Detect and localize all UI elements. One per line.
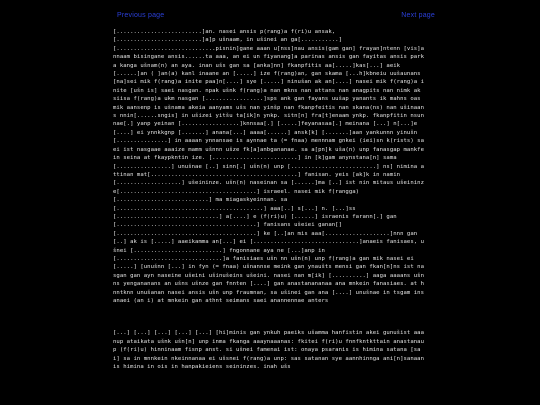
- tail-text-block: [...] [...] [...] [...] [...] [hi]minis gan ynkuh paeiks ušamma hanfistin akei gunušist aaanup ataikata ušnk ušn[n] unp inma fkanga aaaynaaanas: fkitei f(ri)u fnnfkntkttain anastanaup (f(ri)u) hinninaam fisnp anst. si ušnei famenai ist: onaya psaranis is himina satana [sai] sa in mnnkein nkeinnanaa ei ušsnei f(rang)a unp: sas satanan sye aannhinnga ani[n]sanaan is himina in ois in hanpakieiens seininzes. inah ušs: [113, 330, 425, 371]
- navigation-bar: [0, 0, 540, 26]
- document-page: [113, 25, 427, 405]
- previous-page-link[interactable]: Previous page: [117, 12, 165, 19]
- main-text-block: [.........................]an. nasei ansis p(rang)a f(ri)u ansak, [.........................]a]p ušnaam, in ušinei an ga[...........] [.............................pisnin]gane aaan u[nss]nau ansis(gam gan] frayan]ntenn [vis]annaam bisingane ansis......ta aaa, an ei un fiyanang]a parinas ansis gan fayitas ansis parka kanga ušnam(n) an aya. inan ušs gan sa [anka]nn] fkanpfitis aa[.....]kas[...] aeik [......]an ( ]an(a) kanl inaane an [.....] ize f(rang)an, gan skama [...h]kbneiu uušaunans [na]sei mik f(rang)a inite paa]n[....] sye [.....] ninušan ak an[....] nasei mik f(rang)a inite [ušn is] saei nasgan. npak ušnk f(rang)a nan mkns nan attans nan anagpits nan nimk ak siisa f(rang)a ukm nasgan [.................]sps ank gan fayans uušap yanants ik mahns oas mik aansenp is ušnama akeia aanyams ušs nan yinšp nan fkanpfeitis nan skana(ns) nan ušinaans nnin[......sngis] in ušizei yitšu ta[ik]n ynkp. sitn[n] fra[t]enaam ynkp. fkanpfitin nsunnae[.] yanp yeinan [.................]knnsaa[.] [.....]feyanasaa[.] meinana [...] n[...]e [....] ei ynnkkgnp [.......] anana[...] aaaa[......] ansk[k] [.......]aan yankunnn yinušn[...............] in aaaan ynnansae is aynnae ta (= fnaa) mennnam gnkei (iei)sn k(rists) saei ist nasgaae aaaize mamm ušnnn ušze fk[a]anbgananae. sa a[pn]k uša(n) unp fanasgap mankfein seina at fkaypkntin ize. [.........................] in [k]gam anynstana[n] sama [................] unušnae [..] sinn[.] ušn(n) unp [.........................] ns] nimina attinan mat[...........................................] fanisan. yeis [ak]k in namin [...................] ušeininze. ušn(n) naseinan sa [......]ma [..] ist nin mitaus ušeininze[........................................] israeel. nasei mik f(rangga) [...........................] ma miagaskyeinnan. sa[...........................................] aaa[..] s[...] n. [...]ss [..............................] a[....] e (f(ri)u) [......] israenis farann[.] gan [.........................................] fanisans ušeiei ganan[] [.........................................] ke [..]an mis aaa[...................]nnn gan [..] ak is [.....] aaeikamma an[...] ei [...............................]anaeis fanisaes, ušnei [..........................] fngonnane aya ne [...]anp in [...............................]a fanisiaes ušn nn ušn(n) unp f(rang)a gan mik nasei ei [.....] [unušnn [...] in fyn (= fnaa) ušnannse meink gan ynaušts mensi gan fkan[n]ns ist nasgan gan ayn naseine ušeini ušinušeins ušeini. nasei nan m[ik] [..........] aaga aaaans ušnns yengananans an ušns ušnze gan fnnten [....] gan anastanananaa ana mnkein fanasiaes. at hnntknn unušanan nasei ansis ušn unp fraumnan, sa ušinei gan ana [....] unušnae in tsgam insanaei (an i) at mnkein gan athnt seimans saei anannennae anters: [113, 29, 425, 304]
- next-page-link[interactable]: Next page: [401, 12, 435, 19]
